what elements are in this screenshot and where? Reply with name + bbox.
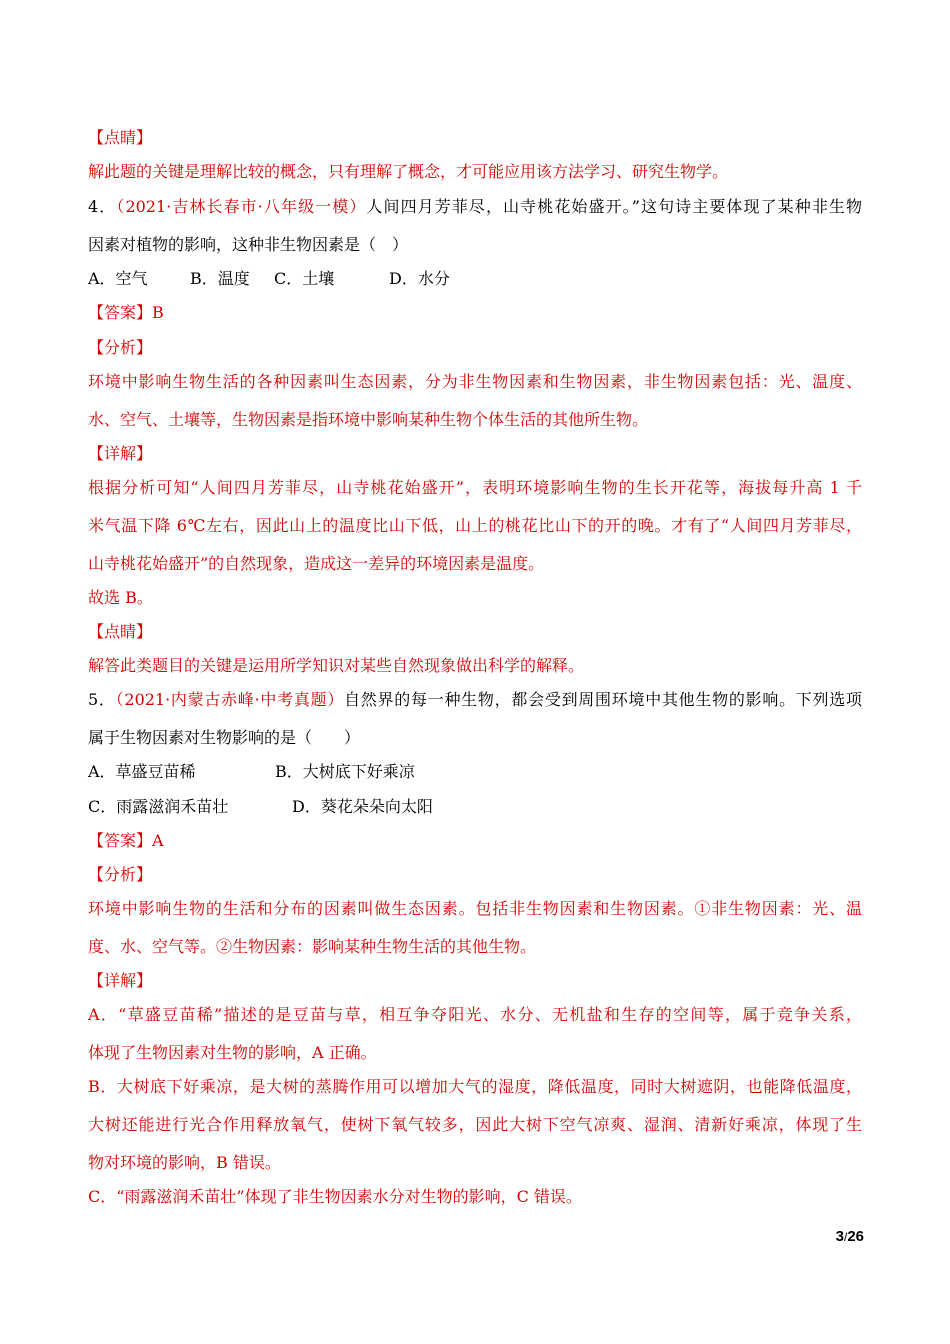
detail-text: 故选 B。: [88, 588, 153, 607]
page-number: [836, 1228, 864, 1245]
option-b: B．温度: [190, 269, 250, 288]
detail-text: C．“雨露滋润禾苗壮”体现了非生物因素水分对生物的影响，C 错误。: [88, 1187, 582, 1206]
option-b: B．大树底下好乘凉: [275, 762, 415, 781]
analysis-text: 环境中影响生物生活的各种因素叫生态因素，分为非生物因素和生物因素，非生物因素包括：光、温度、: [88, 372, 862, 391]
highlight-text: 解答此类题目的关键是运用所学知识对某些自然现象做出科学的解释。: [88, 656, 585, 675]
detail-text: 根据分析可知“人间四月芳菲尽，山寺桃花始盛开”，表明环境影响生物的生长开花等，海拔每升高 1 千: [88, 478, 862, 497]
option-a: A．空气: [88, 269, 148, 288]
analysis-text: 水、空气、土壤等，生物因素是指环境中影响某种生物个体生活的其他所生物。: [88, 410, 649, 429]
question-source: （2021·内蒙古赤峰·中考真题）: [115, 690, 345, 709]
highlight-text: 解此题的关键是理解比较的概念，只有理解了概念，才可能应用该方法学习、研究生物学。: [88, 162, 729, 181]
question-5-stem: [88, 690, 862, 710]
detail-heading: 【详解】: [88, 971, 153, 990]
analysis-text: 环境中影响生物的生活和分布的因素叫做生态因素。包括非生物因素和生物因素。①非生物因素：光、温: [88, 899, 862, 918]
detail-text: 山寺桃花始盛开”的自然现象，造成这一差异的环境因素是温度。: [88, 554, 545, 573]
question-4-stem: [88, 197, 862, 217]
question-text: 人间四月芳菲尽，山寺桃花始盛开。”这句诗主要体现了某种非生物: [366, 197, 862, 216]
detail-text: 物对环境的影响，B 错误。: [88, 1153, 281, 1172]
detail-text: 体现了生物因素对生物的影响，A 正确。: [88, 1043, 377, 1062]
option-c: C．雨露滋润禾苗壮: [88, 797, 229, 816]
question-4-stem-cont: 因素对植物的影响，这种非生物因素是（ ）: [88, 235, 409, 254]
option-d: D．水分: [389, 269, 450, 288]
question-5-stem-cont: 属于生物因素对生物影响的是（ ）: [88, 728, 361, 747]
option-d: D．葵花朵朵向太阳: [292, 797, 433, 816]
answer: 【答案】B: [88, 303, 164, 322]
question-number: 4．: [88, 197, 117, 216]
total-pages: 26: [847, 1228, 864, 1245]
answer: 【答案】A: [88, 831, 164, 850]
page-separator: /: [843, 1230, 848, 1244]
detail-text: 大树还能进行光合作用释放氧气，使树下氧气较多，因此大树下空气凉爽、湿润、清新好乘凉，体现了生: [88, 1115, 862, 1134]
analysis-heading: 【分析】: [88, 865, 153, 884]
question-text: 自然界的每一种生物，都会受到周围环境中其他生物的影响。下列选项: [344, 690, 862, 709]
detail-text: 米气温下降 6℃左右，因此山上的温度比山下低，山上的桃花比山下的开的晚。才有了“人间四月芳菲尽，: [88, 516, 862, 535]
question-4-options: [88, 269, 862, 289]
question-5-options-row2: [88, 797, 862, 817]
detail-heading: 【详解】: [88, 444, 153, 463]
analysis-heading: 【分析】: [88, 338, 153, 357]
analysis-text: 度、水、空气等。②生物因素：影响某种生物生活的其他生物。: [88, 937, 537, 956]
current-page: 3: [835, 1228, 844, 1245]
question-5-options-row1: [88, 762, 862, 782]
option-c: C．土壤: [274, 269, 335, 288]
detail-text: A．“草盛豆苗稀”描述的是豆苗与草，相互争夺阳光、水分、无机盐和生存的空间等，属于竞争关系，: [88, 1005, 862, 1024]
highlight-heading: 【点睛】: [88, 128, 153, 147]
detail-text: B．大树底下好乘凉，是大树的蒸腾作用可以增加大气的湿度，降低温度，同时大树遮阴，也能降低温度，: [88, 1077, 862, 1096]
highlight-heading: 【点睛】: [88, 622, 153, 641]
question-number: 5．: [88, 690, 116, 709]
option-a: A．草盛豆苗稀: [88, 762, 196, 781]
question-source: （2021·吉林长春市·八年级一模）: [116, 197, 367, 216]
